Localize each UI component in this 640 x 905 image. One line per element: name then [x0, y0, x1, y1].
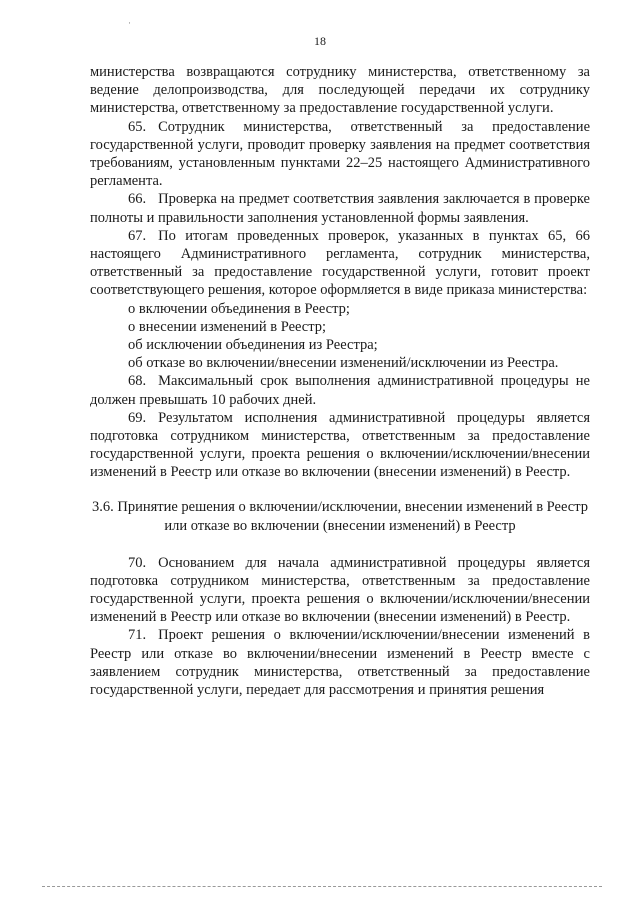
scan-mark: · [128, 18, 131, 28]
section-heading: 3.6. Принятие решения о включении/исключении, внесении изменений в Реестр или отказе во включении (внесении изменений) в Реестр [91, 498, 588, 534]
paragraph-number: 69. [128, 409, 147, 426]
paragraph-65: 65. Сотрудник министерства, ответственный за предоставление государственной услуги, проводит проверку заявления на предмет соответствия требованиям, установленным пунктами 22–25 настоящего Административного регламента. [90, 118, 590, 190]
paragraph-71: 71. Проект решения о включении/исключении/внесении изменений в Реестр или отказе во включении/внесении изменений в Реестр вместе с заявлением сотрудник министерства, ответственный за предоставление государственной услуги, передает для рассмотрения и принятия решения [90, 627, 590, 699]
document-body [90, 63, 590, 699]
list-item-refusal: об отказе во включении/внесении изменений/исключении из Реестра. [128, 355, 559, 372]
paragraph-68: 68. Максимальный срок выполнения административной процедуры не должен превышать 10 рабочих дней. [90, 373, 590, 408]
paragraph-69: 69. Результатом исполнения административной процедуры является подготовка сотрудником министерства, ответственным за предоставление государственной услуги, проекта решения о включении/исключении/внесении изменений в Реестр или отказе во включении (внесении изменений) в Реестр. [90, 409, 590, 481]
paragraph-continuation: министерства возвращаются сотруднику министерства, ответственному за ведение делопроизводства, для последующей передачи их сотруднику министерства, ответственному за предоставление государственной услуги. [90, 64, 590, 117]
paragraph-67: 67. По итогам проведенных проверок, указанных в пунктах 65, 66 настоящего Административного регламента, сотрудник министерства, ответственный за предоставление государственной услуги, готовит проект соответствующего решения, которое оформляется в виде приказа министерства: [90, 227, 590, 299]
page-number: 18 [314, 34, 326, 48]
paragraph-number: 66. [128, 191, 147, 208]
list-item-include: о включении объединения в Реестр; [128, 300, 350, 317]
paragraph-number: 71. [128, 627, 147, 644]
paragraph-66: 66. Проверка на предмет соответствия заявления заключается в проверке полноты и правильности заполнения установленной формы заявления. [90, 191, 590, 226]
scan-footer-divider [42, 886, 602, 887]
paragraph-number: 65. [128, 118, 147, 135]
paragraph-number: 67. [128, 227, 147, 244]
paragraph-number: 68. [128, 373, 147, 390]
list-item-exclude: об исключении объединения из Реестра; [128, 337, 378, 354]
paragraph-number: 70. [128, 554, 147, 571]
paragraph-70: 70. Основанием для начала административной процедуры является подготовка сотрудником министерства, ответственным за предоставление государственной услуги, проекта решения о включении/исключении/внесении изменений в Реестр или отказе во включении (внесении изменений) в Реестр. [90, 554, 590, 626]
list-item-changes: о внесении изменений в Реестр; [128, 318, 327, 335]
